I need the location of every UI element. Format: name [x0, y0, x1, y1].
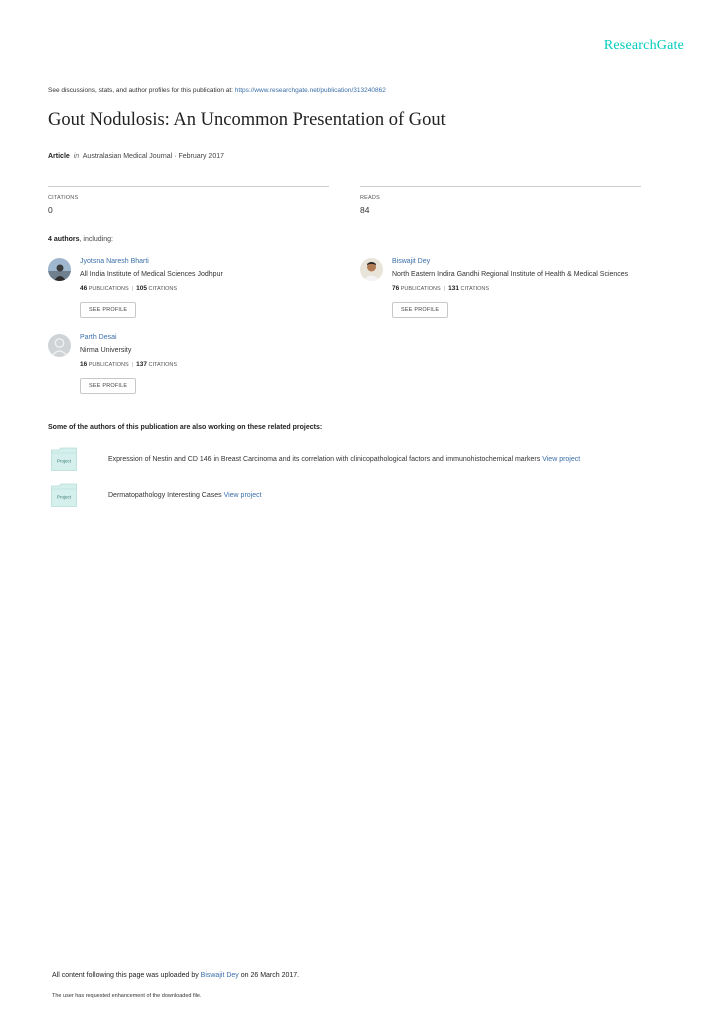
reads-value: 84 [360, 205, 370, 215]
citations-label: CITATIONS [48, 195, 79, 201]
author-institution: North Eastern Indira Gandhi Regional Institute of Health & Medical Sciences [392, 271, 629, 278]
reads-divider [360, 186, 641, 187]
citations-value: 0 [48, 205, 53, 215]
author-avatar[interactable] [360, 258, 383, 281]
journal-info: Australasian Medical Journal · February 2017 [82, 153, 225, 160]
citations-count: 137 [136, 361, 147, 368]
upload-info [52, 972, 299, 979]
publications-label: PUBLICATIONS [88, 362, 129, 368]
project-title: Dermatopathology Interesting Cases [108, 492, 224, 499]
authors-heading [48, 236, 113, 243]
article-meta [48, 153, 224, 160]
default-avatar-icon [48, 334, 71, 357]
project-icon-label: Project [56, 494, 72, 500]
article-type: Article [48, 153, 70, 160]
stats-separator: | [131, 362, 134, 368]
project-item [108, 492, 262, 499]
author-stats [80, 285, 177, 292]
upload-prefix: All content following this page was uploaded by [52, 972, 201, 979]
page-title: Gout Nodulosis: An Uncommon Presentation of Gout [48, 110, 446, 130]
project-folder-icon [51, 447, 77, 471]
author-institution: All India Institute of Medical Sciences Jodhpur [80, 271, 223, 278]
author-avatar[interactable] [48, 258, 71, 281]
publications-label: PUBLICATIONS [400, 286, 441, 292]
view-project-link[interactable]: View project [223, 492, 262, 499]
publications-label: PUBLICATIONS [88, 286, 129, 292]
publications-count: 46 [80, 285, 88, 292]
citations-divider [48, 186, 329, 187]
authors-count: 4 authors [48, 236, 80, 243]
related-projects-heading: Some of the authors of this publication are also working on these related projects: [48, 424, 323, 431]
see-profile-button[interactable]: SEE PROFILE [80, 378, 136, 394]
in-word: in [73, 153, 80, 160]
author-institution: Nirma University [80, 347, 132, 354]
project-item [108, 456, 580, 463]
view-project-link[interactable]: View project [542, 456, 581, 463]
publication-url-link[interactable]: https://www.researchgate.net/publication/313240862 [234, 87, 386, 94]
reads-label: READS [360, 195, 380, 201]
enhancement-note: The user has requested enhancement of the downloaded file. [52, 993, 202, 999]
author-photo-icon [48, 258, 71, 281]
publications-count: 76 [392, 285, 400, 292]
author-name-link[interactable]: Biswajit Dey [392, 258, 431, 265]
researchgate-logo[interactable]: ResearchGate [603, 38, 684, 53]
authors-suffix: , including: [79, 236, 113, 243]
see-profile-button[interactable]: SEE PROFILE [392, 302, 448, 318]
citations-count: 131 [448, 285, 459, 292]
stats-separator: | [131, 286, 134, 292]
author-name-link[interactable]: Jyotsna Naresh Bharti [80, 258, 149, 265]
citations-count-label: CITATIONS [148, 286, 178, 292]
author-stats [392, 285, 489, 292]
discussions-prefix: See discussions, stats, and author profiles for this publication at: [48, 87, 235, 94]
project-title: Expression of Nestin and CD 146 in Breast Carcinoma and its correlation with clinicopathological factors and immunohistochemical markers [108, 456, 543, 463]
citations-count-label: CITATIONS [460, 286, 490, 292]
stats-separator: | [443, 286, 446, 292]
publications-count: 16 [80, 361, 88, 368]
project-folder-icon [51, 483, 77, 507]
author-name-link[interactable]: Parth Desai [80, 334, 117, 341]
discussions-line [48, 87, 386, 94]
citations-count-label: CITATIONS [148, 362, 178, 368]
author-avatar[interactable] [48, 334, 71, 357]
author-photo-icon [360, 258, 383, 281]
project-icon-label: Project [56, 458, 72, 464]
upload-date: on 26 March 2017. [238, 972, 300, 979]
citations-count: 105 [136, 285, 147, 292]
author-stats [80, 361, 177, 368]
see-profile-button[interactable]: SEE PROFILE [80, 302, 136, 318]
uploader-link[interactable]: Biswajit Dey [200, 972, 239, 979]
